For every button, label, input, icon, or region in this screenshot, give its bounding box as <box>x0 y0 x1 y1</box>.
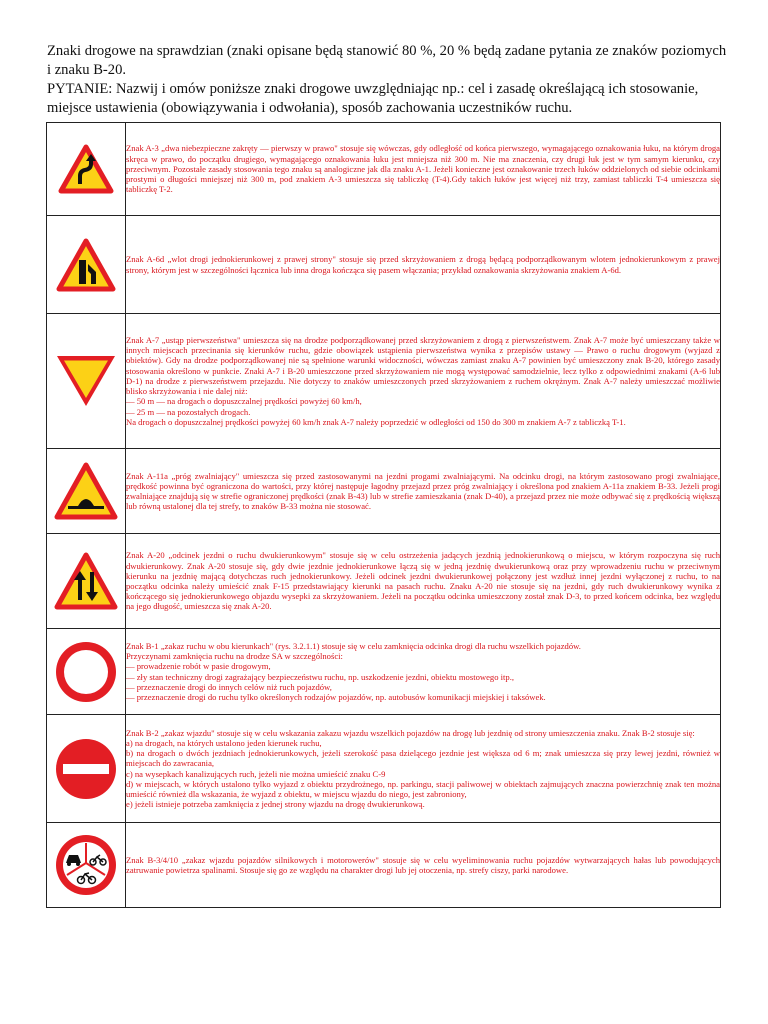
sign-b1-icon <box>54 640 118 704</box>
sign-b3-4-10-icon <box>54 833 118 897</box>
table-row <box>47 823 721 908</box>
header-line-1: Znaki drogowe na sprawdzian (znaki opisane będą stanowić 80 %, 20 % będą zadane pytania ze znaków poziomych i znaku B-20. <box>47 43 727 78</box>
table-row <box>47 449 721 534</box>
header-line-2: PYTANIE: Nazwij i omów poniższe znaki drogowe uwzględniając np.: cel i zasadę określającą ich stosowanie, miejsce ustawienia (obowiązywania i odwołania), sposób zachowania uczestników ruchu. <box>47 81 699 116</box>
sign-b2-icon <box>54 737 118 801</box>
description-line: Znak A-11a „próg zwalniający" umieszcza się przed zastosowanymi na jezdni progami zwalniającymi. Na odcinku drogi, na którym zastosowano progi zwalniające, prędkość powinna być ograniczona do wartości, przy której następuje łagodny przejazd przez próg zwalniający i określona pod znakiem A-11a znakiem B-33. Jeżeli progi zwalniające znajdują się w strefie ograniczonej prędkości (znak B-43) lub w strefie zamieszkania (znak D-40), a przejazd przez nie może odbywać się z prędkością większą lub równą ustalonej dla tej strefy, to znaków B-33 można nie stosować. <box>126 470 720 512</box>
description-cell <box>126 629 721 715</box>
table-row <box>47 534 721 629</box>
description-cell <box>126 123 721 216</box>
icon-cell <box>47 823 126 908</box>
icon-cell <box>47 629 126 715</box>
description-line: — przeznaczenie drogi do innych celów niż ruch pojazdów, <box>126 681 332 692</box>
description-line: — 25 m — na pozostałych drogach. <box>126 406 251 417</box>
icon-cell <box>47 449 126 534</box>
description-line: — zły stan techniczny drogi zagrażający bezpieczeństwu ruchu, np. uszkodzenie jezdni, obiektu mostowego itp., <box>126 671 515 682</box>
signs-table <box>46 122 721 908</box>
description-cell <box>126 715 721 823</box>
table-row <box>47 216 721 314</box>
sign-a20-icon <box>54 552 118 610</box>
description-line: Znak A-3 „dwa niebezpieczne zakręty — pierwszy w prawo" stosuje się wówczas, gdy odległość od końca pierwszego, wymagającego oznakowania łuku, na którym droga skręca w prawo, do początku drugiego, wymagającego oznakowania łuku jest mniejsza niż 300 m. Nie ma znaczenia, czy drugi łuk jest w tym samym kierunku, czy przeciwnym. Pozostałe zasady stosowania tego znaku są analogiczne jak dla znaku A-1. Jeżeli konieczne jest oznakowanie trzech łuków oddzielonych od siebie odcinkami prostymi o długości mniejszej niż 300 m, pod znakiem A-3 umieszcza się tabliczkę (T-4).Gdy takich łuków jest więcej niż trzy, zamiast tabliczki T-4 umieszcza się tabliczkę T-2. <box>126 143 720 195</box>
table-row <box>47 629 721 715</box>
page-header <box>47 42 727 118</box>
sign-a6d-icon <box>56 238 116 292</box>
description-cell <box>126 314 721 449</box>
table-row <box>47 314 721 449</box>
description-line: — 50 m — na drogach o dopuszczalnej prędkości powyżej 60 km/h, <box>126 396 362 407</box>
description-line: c) na wysepkach kanalizujących ruch, jeżeli nie można umieścić znaku C-9 <box>126 768 386 779</box>
description-line: a) na drogach, na których ustalono jeden kierunek ruchu, <box>126 737 322 748</box>
description-cell <box>126 823 721 908</box>
icon-cell <box>47 534 126 629</box>
description-cell <box>126 449 721 534</box>
icon-cell <box>47 123 126 216</box>
description-line: Znak A-7 „ustąp pierwszeństwa" umieszcza się na drodze podporządkowanej przed skrzyżowaniem z drogą z pierwszeństwem. Znak A-7 może być umieszczany także w innych miejscach przecinania się kierunków ruchu, gdzie obowiązek ustąpienia pierwszeństwa wynika z przepisów ustawy — Prawo o ruchu drogowym (wyjazd z obiektów). Gdy na drodze podporządkowanej nie są spełnione warunki widoczności, wówczas zamiast znaku A-7 powinien być umieszczony znak B-20, którego zasady stosowania określono w punkcie. Znaki A-7 i B-20 umieszczone przed skrzyżowaniem nie mogą występować samodzielnie, lecz tylko z odpowiednimi znakami (A-6 lub D-1) na drodze z pierwszeństwem przejazdu. Nie dotyczy to znaków umieszczonych przed skrzyżowaniem z ruchem okrężnym. Znak A-7 należy umieszczać możliwie blisko skrzyżowania i nie dalej niż: <box>126 335 720 397</box>
icon-cell <box>47 216 126 314</box>
description-cell <box>126 534 721 629</box>
sign-a11a-icon <box>54 462 118 520</box>
description-line: b) na drogach o dwóch jezdniach jednokierunkowych, jeżeli szerokość pasa dzielącego jezdnie jest większa od 6 m; znak umieszcza się przy lewej jezdni, również w miejscach do zawracania, <box>126 748 720 769</box>
description-line: e) jeżeli istnieje potrzeba zamknięcia z jednej strony wjazdu na drogę dwukierunkową. <box>126 799 425 810</box>
icon-cell <box>47 314 126 449</box>
sign-a7-icon <box>54 352 118 410</box>
description-line: Znak A-20 „odcinek jezdni o ruchu dwukierunkowym" stosuje się w celu ostrzeżenia jadących jezdnią jednokierunkową o miejscu, w którym rozpoczyna się ruch dwukierunkowy. Znak A-20 stosuje się, gdy dwie jezdnie jednokierunkowe łączą się w jedną jezdnię dwukierunkową oraz przy wprowadzeniu ruchu w przeciwnym kierunku na jezdnię mającą dotychczas ruch jednokierunkowy. Jeżeli odcinek jezdni dwukierunkowej połączony jest wzdłuż innej jezdni wyłączonej z ruchu, to na początku odcinka należy umieścić znak F-15 przedstawiający kierunki na pasach ruchu. Znaku A-20 nie stosuje się na jezdni, gdy ruch dwukierunkowy wynika z kończącego się jednokierunkowego objazdu wysepki za skrzyżowaniem. Jeżeli na początku odcinka umieszczony został znak D-3, to przed końcem odcinka, bez względu na jego długość, umieszcza się znak A-20. <box>126 550 720 612</box>
description-line: Znak B-1 „zakaz ruchu w obu kierunkach" (rys. 3.2.1.1) stosuje się w celu zamknięcia odcinka drogi dla ruchu wszelkich pojazdów. <box>126 640 581 651</box>
description-line: Na drogach o dopuszczalnej prędkości powyżej 60 km/h znak A-7 należy poprzedzić w odległości od 150 do 300 m znakiem A-7 z tabliczką T-1. <box>126 416 626 427</box>
description-line: d) w miejscach, w których ustalono tylko wyjazd z obiektu przydrożnego, np. parkingu, stacji paliwowej w obiektach zajmujących znaczna powierzchnię znak ten można umieścić również dla wskazania, że wyjazd z obiektu, w miejscu wjazdu do niego, jest zabroniony, <box>126 778 720 799</box>
table-row <box>47 123 721 216</box>
table-row <box>47 715 721 823</box>
description-line: — przeznaczenie drogi do ruchu tylko określonych rodzajów pojazdów, np. autobusów komunikacji miejskiej i taksówek. <box>126 691 546 702</box>
description-line: Znak B-3/4/10 „zakaz wjazdu pojazdów silnikowych i motorowerów" stosuje się w celu wyeliminowania ruchu pojazdów wytwarzających hałas lub powodujących zatruwanie powietrza spalinami. Stosuje się go ze względu na charakter drogi lub jej otoczenia, np. strefy ciszy, parki narodowe. <box>126 854 720 875</box>
sign-a3-icon <box>58 144 114 194</box>
description-cell <box>126 216 721 314</box>
description-line: Znak B-2 „zakaz wjazdu" stosuje się w celu wskazania zakazu wjazdu wszelkich pojazdów na drogę lub jezdnię od strony umieszczenia znaku. Znak B-2 stosuje się: <box>126 727 695 738</box>
description-line: — prowadzenie robót w pasie drogowym, <box>126 661 271 672</box>
description-line: Przyczynami zamknięcia ruchu na drodze SA w szczególności: <box>126 651 343 662</box>
description-line: Znak A-6d „wlot drogi jednokierunkowej z prawej strony" stosuje się przed skrzyżowaniem z drogą będącą podporządkowanym wlotem jednokierunkowym z prawej strony, którym jest w szczególności łącznica lub inna droga kończąca się pasem włączania; przykład oznakowania skrzyżowania znakiem A-6d. <box>126 254 720 275</box>
icon-cell <box>47 715 126 823</box>
